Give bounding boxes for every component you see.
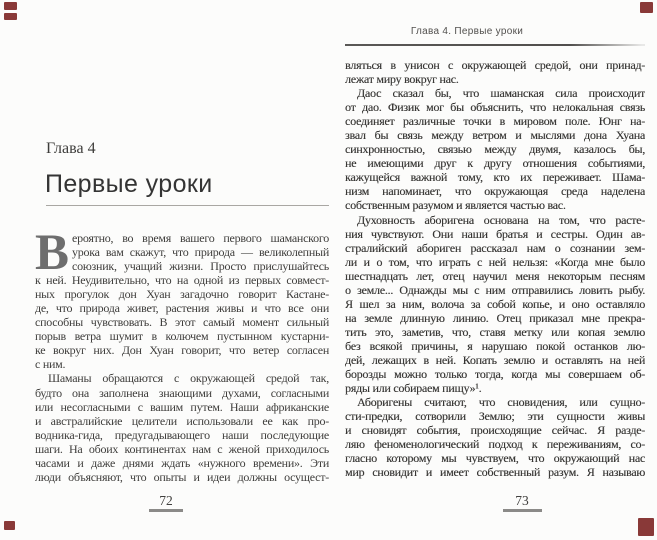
text-line: без всякой причины, я нарушаю покой останков лю- (345, 338, 645, 353)
text-column-right (345, 58, 645, 479)
corner-mark-top-left-2 (4, 13, 17, 20)
chapter-title: Первые уроки (45, 170, 213, 198)
text-line: или несогласными с вашим путем. Наши африканские (35, 399, 329, 414)
page-body-right (345, 58, 645, 479)
text-line: кажущейся важной тому, кто их переживает. Шама- (345, 170, 645, 185)
text-line: Я шел за ним, волоча за собой копье, и оно оставляло (345, 296, 645, 311)
page-number-rule-right (503, 509, 542, 512)
text-line: ния чувствуют. Они наши братья и сестры. Один ав- (345, 226, 645, 241)
title-rule (46, 205, 329, 206)
text-line: вляться в унисон с окружающей средой, они принад- (345, 58, 645, 72)
text-line: урока вам скажут, что природа — великолепный (72, 245, 329, 260)
page-left (35, 0, 329, 540)
text-line: водника-гида, предугадывающего наши последующие (35, 427, 329, 442)
text-line: Даос сказал бы, что шаманская сила происходит (357, 86, 645, 101)
text-line: борозды можно только тогда, когда мы совершаем об- (345, 367, 645, 382)
text-line: и австралийские целители использовали ее как про- (35, 413, 329, 428)
text-line: не имеющими друг к другу отношения событиями, (345, 156, 645, 171)
page-number-left: 72 (159, 493, 173, 508)
corner-mark-top-left-1 (4, 2, 17, 10)
text-line: на земле длинную линию. Отец приказал мне прекра- (345, 310, 645, 325)
text-line: о земле... Однажды мы с ним отправились ловить рыбу. (345, 282, 645, 297)
text-line: мир сновидит и имеет собственный разум. Я называю (345, 465, 645, 480)
text-line: сти-предки, сотворили Землю; эти сущности живы (345, 409, 645, 424)
text-column-left (35, 225, 329, 484)
page-number-right: 73 (515, 493, 529, 508)
text-line: Шаманы обращаются с окружающей средой так, (48, 371, 329, 386)
text-line: де, что природа живет, растения живы и что все они (35, 301, 329, 316)
text-line: шестнадцать лет, отец научил меня некоторым песням (345, 268, 645, 283)
text-line: шаги. На обоих континентах нам с женой приходилось (35, 441, 329, 456)
text-line: соединяет различные точки в мировом поле. Юнг на- (345, 114, 645, 129)
text-line: гласно которому мы чувствуем, что окружающий нас (345, 451, 645, 466)
text-line: стралийский абориген рассказал нам о сознании зем- (345, 240, 645, 255)
text-line: от дао. Физик мог бы объяснить, что нелокальная связь (345, 100, 645, 115)
corner-mark-bottom-left (4, 521, 15, 530)
page-right (345, 0, 645, 540)
text-line: с ним. (35, 357, 66, 372)
text-line: собственным разумом и является частью вас. (345, 198, 566, 213)
text-line: будто она заполнена знающими духами, согласными (35, 385, 329, 400)
text-line: дей, лежащих в ней. Копать землю и оставлять на ней (345, 352, 645, 367)
page-number-rule-left (149, 509, 183, 512)
chapter-label: Глава 4 (46, 140, 96, 157)
text-line: союзник, учащий жизни. Просто прислушайтесь (72, 259, 329, 274)
running-head: Глава 4. Первые уроки (410, 26, 524, 37)
page-body-left (35, 225, 329, 484)
text-line: Духовность аборигена основана на том, что расте- (357, 212, 645, 227)
drop-cap: В (35, 225, 70, 281)
text-line: лежат миру вокруг нас. (345, 72, 459, 87)
text-line: ных прогулок дон Хуан загадочно говорит Кастане- (35, 287, 329, 302)
text-line: ке вокруг них. Дон Хуан говорит, что ветер согласен (35, 343, 329, 358)
text-line: к ней. Неудивительно, что на одной из первых совмест- (35, 273, 329, 288)
text-line: ляю феноменологический подход к переживаниям, со- (345, 437, 645, 452)
text-line: люди объясняют, что опыты и идеи должны осущест- (35, 469, 329, 484)
running-head-rule (345, 44, 645, 46)
text-line: способны чувствовать. В этот самый момент сильный (35, 315, 329, 330)
text-line: синхронностью, связью между двумя, казалось бы, (345, 142, 645, 157)
text-line: порыв ветра шумит в колючем пустынном кустарни- (35, 329, 329, 344)
text-line: и сновидят события, происходящие сейчас. Я разде- (345, 423, 645, 438)
text-line: низм напоминает, что окружающая среда наделена (345, 184, 645, 199)
text-line: часами и даже днями ждать «нужного времени». Эти (35, 455, 329, 470)
text-line: ли и о том, что играть с ней нельзя: «Когда мне было (345, 254, 645, 269)
text-line: звал бы связь между ветром и мыслями дона Хуана (345, 128, 645, 143)
text-line: ряды или собираем пищу»¹. (345, 381, 482, 396)
text-line: ероятно, во время вашего первого шаманского (72, 231, 329, 245)
text-line: Аборигены считают, что сновидения, или сущно- (357, 395, 645, 410)
text-line: тить это, заметив, что, ставя метку или копая землю (345, 324, 645, 339)
